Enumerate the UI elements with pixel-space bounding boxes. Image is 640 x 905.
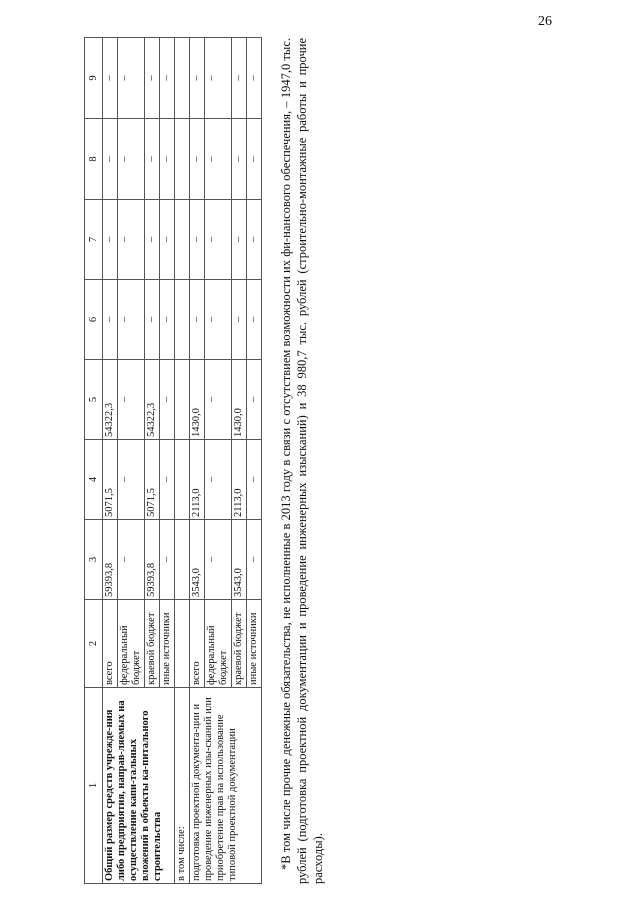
cell-value: – bbox=[205, 200, 232, 280]
funding-source: краевой бюджет bbox=[145, 600, 160, 688]
cell-value: – bbox=[160, 520, 175, 600]
cell-value: – bbox=[118, 280, 145, 360]
cell-value: – bbox=[103, 38, 118, 119]
cell-value: – bbox=[118, 119, 145, 200]
cell-value: 2113,0 bbox=[232, 440, 247, 520]
cell-value: – bbox=[145, 119, 160, 200]
project-block-label: подготовка проектной документа-ции и проведение инженерных изы-сканий или приобретение прав на использование типовой проектной документации bbox=[190, 688, 262, 884]
cell-value: – bbox=[232, 280, 247, 360]
funding-source: краевой бюджет bbox=[232, 600, 247, 688]
cell-value: – bbox=[205, 38, 232, 119]
in-that-number-label: в том числе: bbox=[175, 688, 190, 884]
col-number: 4 bbox=[85, 440, 103, 520]
cell-value: – bbox=[103, 200, 118, 280]
funding-source: федеральный бюджет bbox=[205, 600, 232, 688]
col-number: 1 bbox=[85, 688, 103, 884]
cell-value: 3543,0 bbox=[190, 520, 205, 600]
cell-value: 2113,0 bbox=[190, 440, 205, 520]
col-number: 3 bbox=[85, 520, 103, 600]
cell-value: – bbox=[118, 440, 145, 520]
cell-value: – bbox=[205, 119, 232, 200]
column-numbers-row bbox=[85, 38, 103, 884]
col-number: 8 bbox=[85, 119, 103, 200]
cell-value: – bbox=[190, 200, 205, 280]
total-block-label: Общий размер средств учрежде-ния либо предприятия, направ-ляемых на осуществление капи-тальных вложений в объекты ка-питального строительства bbox=[103, 688, 175, 884]
cell-value: – bbox=[205, 360, 232, 440]
cell-value: 59393,8 bbox=[145, 520, 160, 600]
cell-value: 54322,3 bbox=[103, 360, 118, 440]
cell-value: – bbox=[118, 520, 145, 600]
cell-value: 5071,5 bbox=[103, 440, 118, 520]
cell-value: – bbox=[160, 119, 175, 200]
cell-value: – bbox=[247, 200, 262, 280]
cell-value: – bbox=[247, 280, 262, 360]
cell-value: – bbox=[190, 119, 205, 200]
cell-value: – bbox=[145, 280, 160, 360]
funding-table bbox=[84, 37, 262, 884]
cell-value: – bbox=[118, 38, 145, 119]
rotated-content bbox=[84, 38, 360, 884]
col-number: 5 bbox=[85, 360, 103, 440]
footnote: *В том числе прочие денежные обязательства, не исполненные в 2013 году в связи с отсутствием возможности их фи-нансового обеспечения, – 1947,0 тыс. рублей (подготовка проектной документации и проведение инженерных изысканий) и 38 980,7 тыс. рублей (строительно-монтажные работы и прочие расходы). bbox=[279, 38, 325, 884]
cell-value: – bbox=[118, 360, 145, 440]
cell-value: – bbox=[247, 119, 262, 200]
cell-value: – bbox=[232, 38, 247, 119]
col-number: 6 bbox=[85, 280, 103, 360]
funding-source: иные источники bbox=[160, 600, 175, 688]
cell-value: – bbox=[160, 360, 175, 440]
cell-value: – bbox=[205, 280, 232, 360]
cell-value: – bbox=[247, 440, 262, 520]
cell-value: – bbox=[247, 38, 262, 119]
table-row bbox=[103, 38, 118, 884]
cell-value: – bbox=[205, 520, 232, 600]
cell-value: – bbox=[118, 200, 145, 280]
cell-value: – bbox=[160, 200, 175, 280]
funding-source: всего bbox=[190, 600, 205, 688]
cell-value: – bbox=[205, 440, 232, 520]
col-number: 9 bbox=[85, 38, 103, 119]
cell-value: – bbox=[103, 280, 118, 360]
cell-value: – bbox=[232, 200, 247, 280]
table-row bbox=[175, 38, 190, 884]
cell-value: 1430,0 bbox=[232, 360, 247, 440]
cell-value: – bbox=[232, 119, 247, 200]
funding-source: всего bbox=[103, 600, 118, 688]
cell-value: 1430,0 bbox=[190, 360, 205, 440]
cell-value: – bbox=[190, 38, 205, 119]
cell-value: – bbox=[160, 280, 175, 360]
cell-value: – bbox=[247, 360, 262, 440]
cell-value: – bbox=[145, 38, 160, 119]
cell-value: – bbox=[103, 119, 118, 200]
cell-value: 3543,0 bbox=[232, 520, 247, 600]
cell-value: – bbox=[247, 520, 262, 600]
col-number: 7 bbox=[85, 200, 103, 280]
cell-value: 59393,8 bbox=[103, 520, 118, 600]
cell-value: – bbox=[160, 38, 175, 119]
funding-source: федеральный бюджет bbox=[118, 600, 145, 688]
cell-value: 54322,3 bbox=[145, 360, 160, 440]
cell-value: – bbox=[190, 280, 205, 360]
cell-value: 5071,5 bbox=[145, 440, 160, 520]
page-number: 26 bbox=[538, 14, 552, 29]
col-number: 2 bbox=[85, 600, 103, 688]
funding-source: иные источники bbox=[247, 600, 262, 688]
cell-value: – bbox=[160, 440, 175, 520]
table-row bbox=[190, 38, 205, 884]
cell-value: – bbox=[145, 200, 160, 280]
